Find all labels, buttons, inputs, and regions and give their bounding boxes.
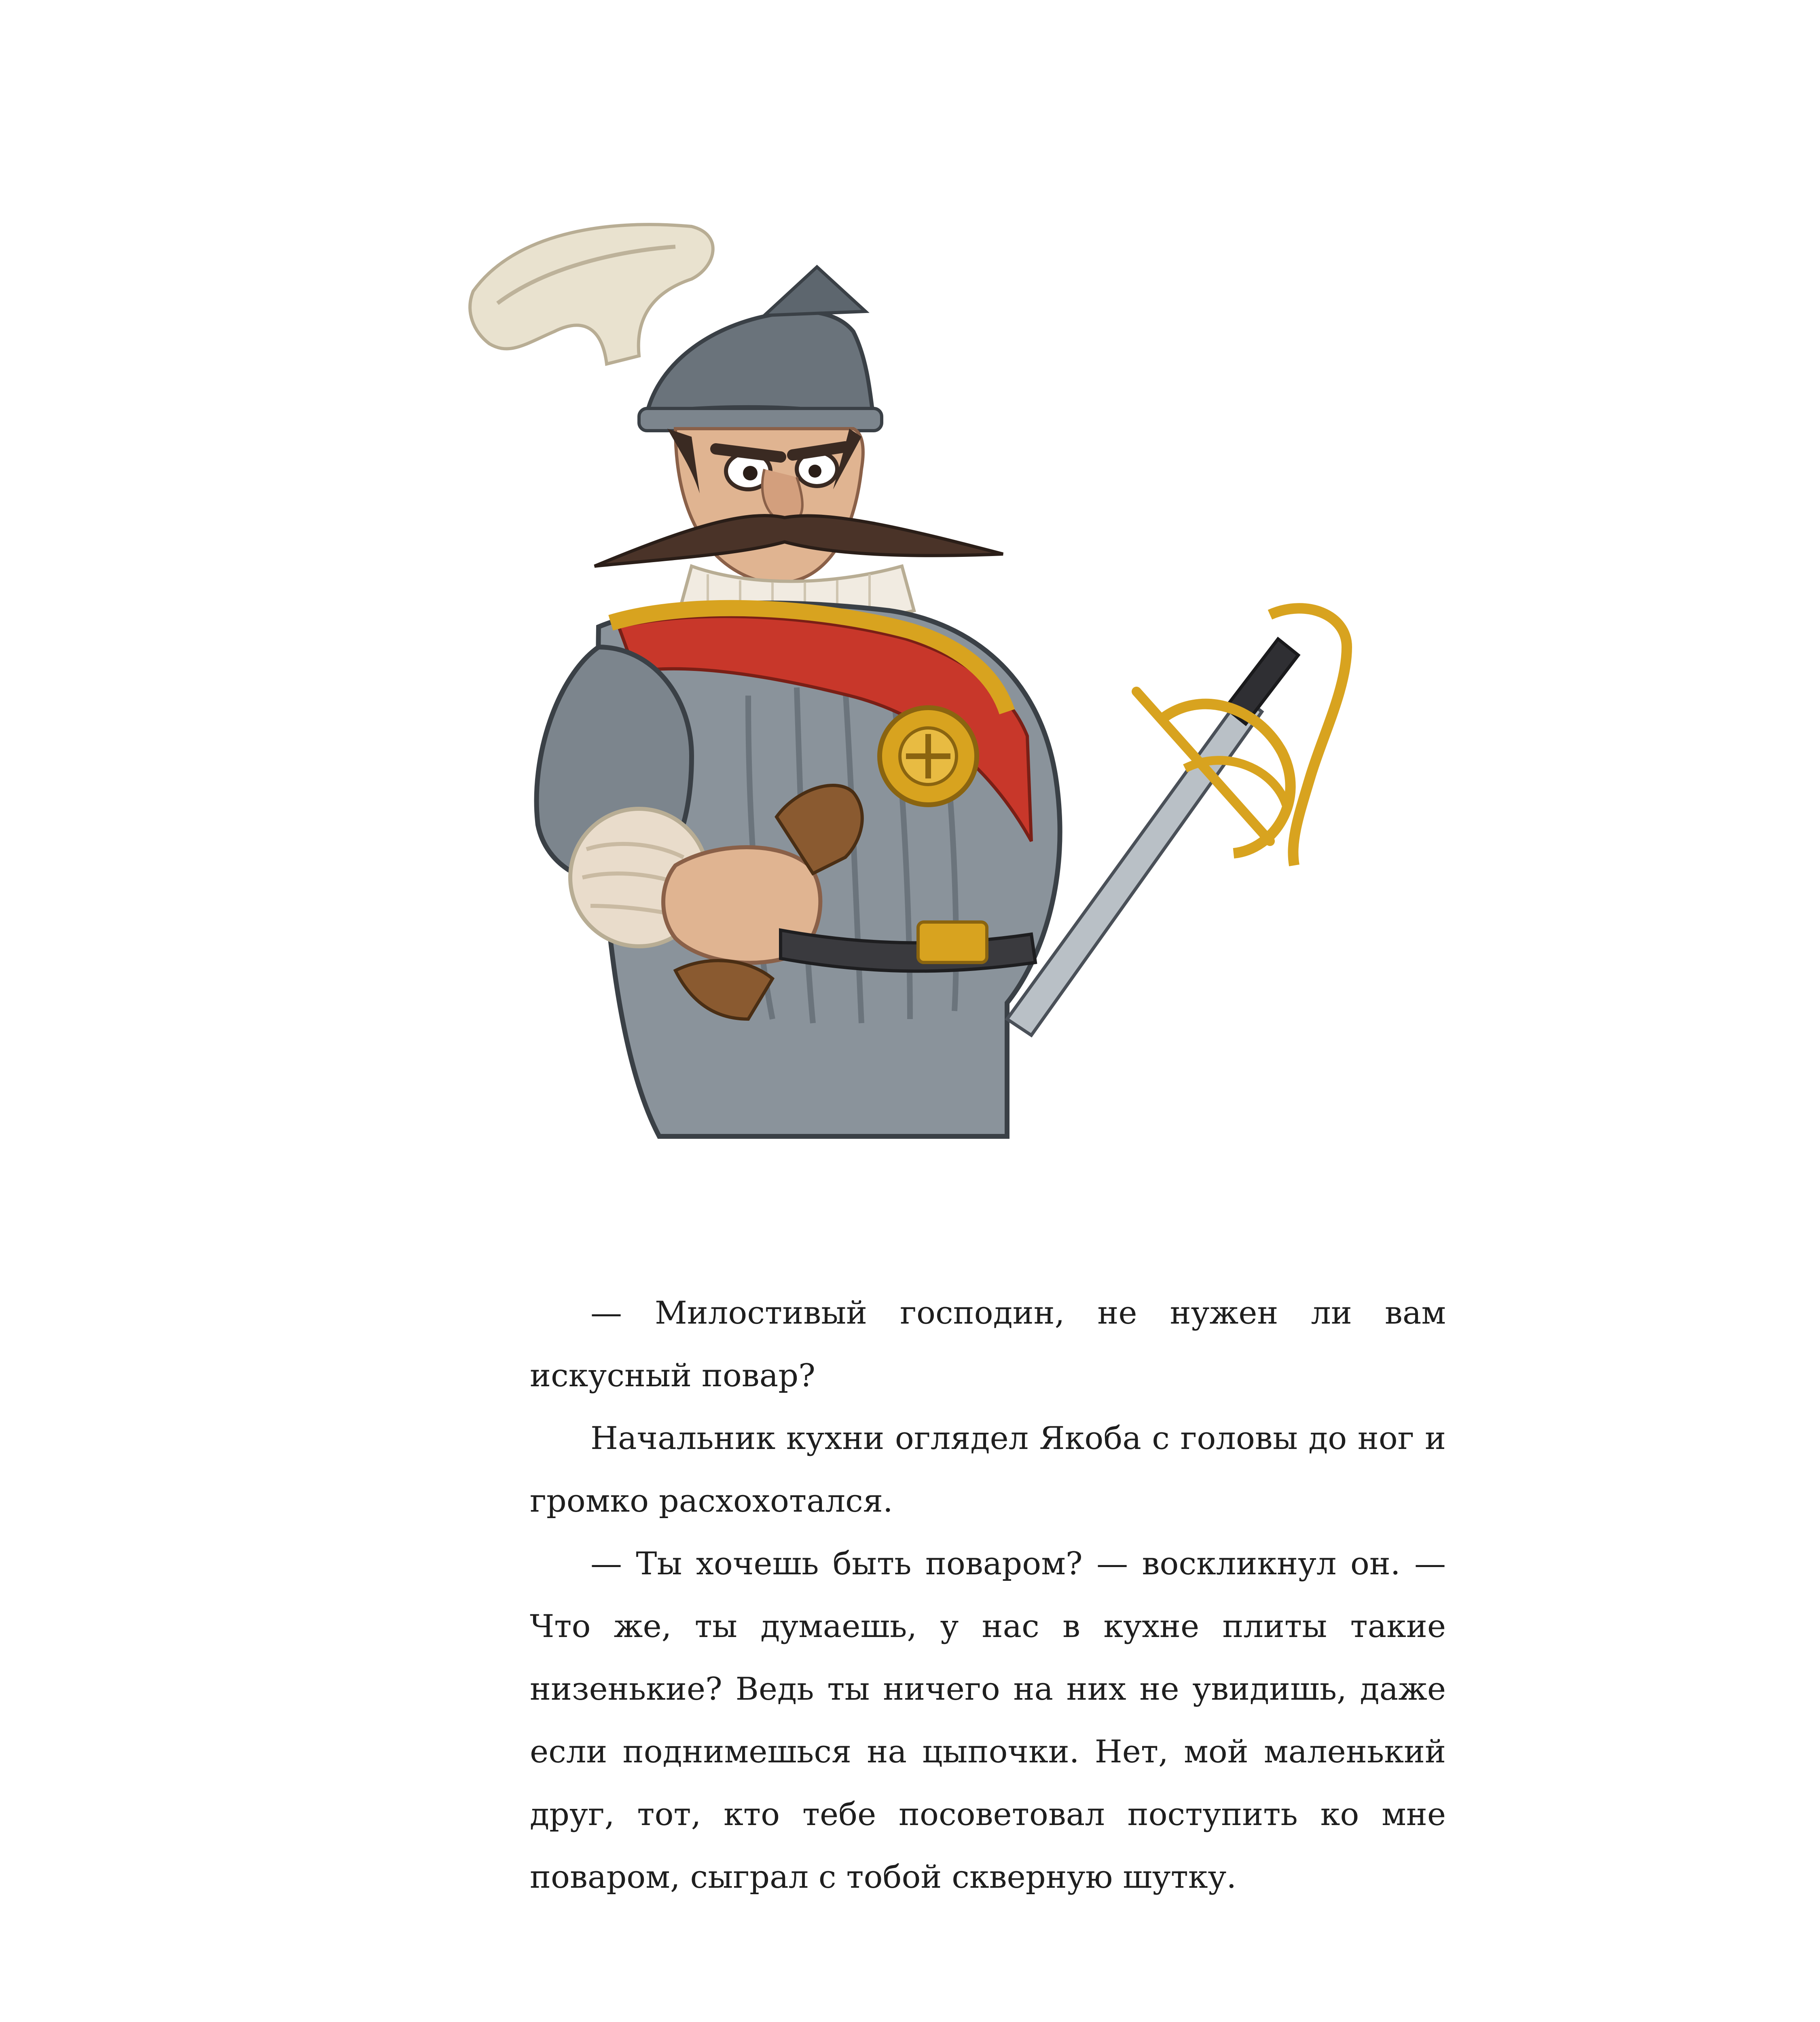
paragraph: — Ты хочешь быть поваром? — воскликнул он. — Что же, ты думаешь, у нас в кухне плиты такие низенькие? Ведь ты ничего на них не увидишь, даже если поднимешься на цыпочки. Нет, мой маленький друг, тот, кто тебе посоветовал поступить ко мне поваром, сыграл с тобой скверную шутку. <box>530 1546 1446 1895</box>
helmet-icon <box>639 267 882 431</box>
medallion-icon <box>880 708 977 805</box>
paragraph: — Милостивый господин, не нужен ли вам искусный повар? <box>530 1295 1446 1394</box>
face <box>667 429 863 583</box>
paragraph: Начальник кухни оглядел Якоба с головы до ног и громко расхохотался. <box>530 1420 1446 1519</box>
feather-icon <box>470 224 713 364</box>
character-illustration <box>465 210 1428 1197</box>
body-text <box>530 1282 1446 1909</box>
